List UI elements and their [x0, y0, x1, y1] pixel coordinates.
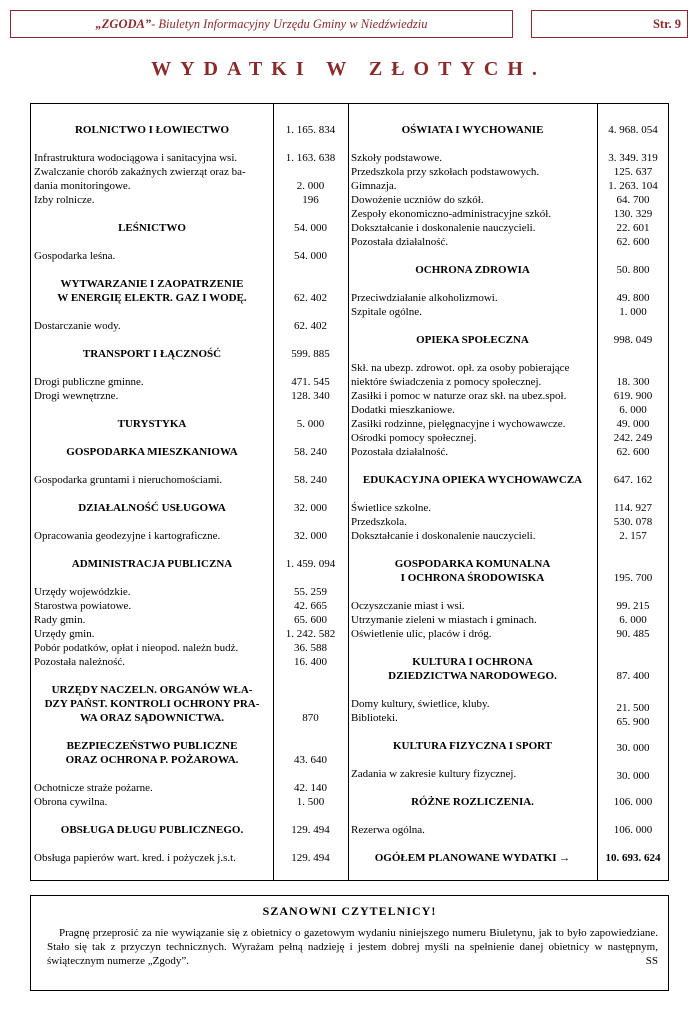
section-title: ROLNICTWO I ŁOWIECTWO: [74, 124, 230, 136]
line-item: Dokształcanie i doskonalenie nauczycieli.: [351, 222, 536, 234]
notice-text: Pragnę przeprosić za nie wywiązanie się z obietnicy o gazetowym wydaniu niniejszego numeru Biuletynu, jak to było zapowiedziane. Stało się tak z przyczyn technicznych. Wyrażam pełną nadzieję i jestem dobrej myśli na spełnienie danej obietnicy w następnym, świątecznym numerze „Zgody”.: [47, 927, 658, 967]
line-amount: 22. 601: [616, 222, 650, 234]
section-title: BEZPIECZEŃSTWO PUBLICZNE: [66, 740, 238, 752]
line-item: Rady gmin.: [34, 614, 86, 626]
section-title: I OCHRONA ŚRODOWISKA: [400, 572, 545, 584]
line-item: Pozostała działalność.: [351, 446, 449, 458]
section-title: URZĘDY NACZELN. ORGANÓW WŁA-: [51, 684, 253, 696]
notice-title: SZANOWNI CZYTELNICY!: [262, 904, 437, 918]
line-item: Izby rolnicze.: [34, 194, 95, 206]
line-item: Infrastruktura wodociągowa i sanitacyjna wsi.: [34, 152, 238, 164]
line-item: Przeciwdziałanie alkoholizmowi.: [351, 292, 498, 304]
line-item: Zadania w zakresie kultury fizycznej.: [351, 768, 517, 780]
line-amount: 471. 545: [291, 376, 330, 388]
line-item: Gospodarka leśna.: [34, 250, 116, 262]
section-title: GOSPODARKA KOMUNALNA: [394, 558, 551, 570]
section-amount: 43. 640: [294, 754, 327, 766]
section-amount: 998. 049: [613, 334, 653, 346]
notice-body: [47, 926, 658, 968]
line-item: Utrzymanie zieleni w miastach i gminach.: [351, 614, 537, 626]
section-amount: 1. 459. 094: [285, 558, 336, 570]
line-item: niektóre świadczenia z pomocy społecznej.: [351, 376, 542, 388]
section-amount: 32. 000: [294, 502, 327, 514]
line-item: Starostwa powiatowe.: [34, 600, 132, 612]
section-amount: 870: [302, 712, 319, 724]
line-item: Oczyszczanie miast i wsi.: [351, 600, 465, 612]
line-amount: 36. 588: [294, 642, 327, 654]
line-amount: 58. 240: [294, 474, 327, 486]
section-amount: 5. 000: [296, 418, 325, 430]
line-amount: 619. 900: [613, 390, 653, 402]
line-item: Rezerwa ogólna.: [351, 824, 425, 836]
line-item: Pozostała działalność.: [351, 236, 449, 248]
line-amount: 2. 157: [619, 530, 647, 542]
line-amount: 1. 500: [296, 796, 325, 808]
line-amount: 65. 600: [294, 614, 327, 626]
section-title: KULTURA I OCHRONA: [412, 656, 533, 668]
section-amount: 129. 494: [291, 824, 330, 836]
line-item: Drogi publiczne gminne.: [34, 376, 144, 388]
section-amount: 647. 162: [613, 474, 653, 486]
line-amount: 49. 000: [616, 418, 650, 430]
section-title: W ENERGIĘ ELEKTR. GAZ I WODĘ.: [57, 292, 247, 304]
line-amount: 49. 800: [616, 292, 650, 304]
line-amount: 1. 242. 582: [285, 628, 336, 640]
line-item: Biblioteki.: [351, 712, 398, 724]
line-item: Świetlice szkolne.: [351, 502, 432, 514]
line-item: Dodatki mieszkaniowe.: [351, 404, 455, 416]
reader-notice: [30, 895, 669, 991]
section-amount: 599. 885: [291, 348, 330, 360]
line-amount: 1. 263. 104: [608, 180, 658, 192]
section-title: GOSPODARKA MIESZKANIOWA: [66, 446, 238, 458]
line-item: Gimnazja.: [351, 180, 397, 192]
line-amount: 99. 215: [616, 600, 650, 612]
line-amount: 16. 400: [294, 656, 327, 668]
line-amount: 130. 329: [613, 208, 653, 220]
line-amount: 42. 665: [294, 600, 327, 612]
section-title: DZY PAŃST. KONTROLI OCHRONY PRA-: [44, 698, 260, 710]
line-item: Urzędy wojewódzkie.: [34, 586, 131, 598]
line-item: Dostarczanie wody.: [34, 320, 121, 332]
section-amount: 4. 968. 054: [608, 124, 658, 136]
line-item: Pobór podatków, opłat i nieopod. należn budż.: [34, 642, 239, 654]
line-item: Ochotnicze straże pożarne.: [34, 782, 153, 794]
bulletin-header: [10, 10, 513, 38]
line-amount: 125. 637: [613, 166, 653, 178]
notice-signature: SS: [645, 955, 658, 967]
line-amount: 65. 900: [616, 716, 650, 728]
section-title: TURYSTYKA: [117, 418, 187, 430]
line-item: Skł. na ubezp. zdrowot. opł. za osoby pobierające: [351, 362, 570, 374]
line-item: Szpitale ogólne.: [351, 306, 422, 318]
section-title: OŚWIATA I WYCHOWANIE: [401, 124, 544, 136]
line-item: Zasiłki rodzinne, pielęgnacyjne i wychowawcze.: [351, 418, 566, 430]
line-amount: 62. 600: [616, 446, 650, 458]
line-amount: 114. 927: [613, 502, 653, 514]
line-amount: 129. 494: [291, 852, 330, 864]
line-amount: 32. 000: [294, 530, 327, 542]
section-title: DZIEDZICTWA NARODOWEGO.: [388, 670, 557, 682]
line-item: Zwalczanie chorób zakaźnych zwierząt oraz ba-: [34, 166, 246, 178]
bulletin-name: „ZGODA”: [95, 16, 152, 31]
line-item: Domy kultury, świetlice, kluby.: [351, 698, 490, 710]
page-number: Str. 9: [531, 10, 688, 38]
section-amount: 58. 240: [294, 446, 327, 458]
section-title: ORAZ OCHRONA P. POŻAROWA.: [65, 754, 239, 766]
section-title: WA ORAZ SĄDOWNICTWA.: [80, 712, 224, 724]
total-label: OGÓŁEM PLANOWANE WYDATKI →: [374, 852, 571, 864]
line-item: Drogi wewnętrzne.: [34, 390, 119, 402]
section-title: WYTWARZANIE I ZAOPATRZENIE: [60, 278, 244, 290]
line-item: Dokształcanie i doskonalenie nauczycieli.: [351, 530, 536, 542]
line-amount: 21. 500: [616, 702, 650, 714]
line-amount: 106. 000: [613, 824, 653, 836]
line-item: Obrona cywilna.: [34, 796, 108, 808]
section-amount: 54. 000: [294, 222, 327, 234]
line-amount: 530. 078: [613, 516, 653, 528]
section-amount: 50. 800: [616, 264, 650, 276]
line-item: Gospodarka gruntami i nieruchomościami.: [34, 474, 223, 486]
line-amount: 55. 259: [294, 586, 327, 598]
column-divider: [348, 104, 349, 880]
section-title: OCHRONA ZDROWIA: [415, 264, 530, 276]
line-amount: 18. 300: [616, 376, 650, 388]
line-amount: 1. 163. 638: [285, 152, 336, 164]
total-amount: 10. 693. 624: [605, 852, 661, 864]
line-item: Oświetlenie ulic, placów i dróg.: [351, 628, 492, 640]
line-amount: 3. 349. 319: [608, 152, 658, 164]
line-amount: 6. 000: [619, 614, 647, 626]
line-amount: 90. 485: [616, 628, 650, 640]
section-title: DZIAŁALNOŚĆ USŁUGOWA: [78, 502, 226, 514]
expenses-table: [30, 103, 669, 881]
line-amount: 242. 249: [613, 432, 653, 444]
section-amount: 87. 400: [616, 670, 650, 682]
line-amount: 6. 000: [619, 404, 647, 416]
section-amount: 195. 700: [613, 572, 653, 584]
section-title: EDUKACYJNA OPIEKA WYCHOWAWCZA: [362, 474, 583, 486]
page-title: WYDATKI W ZŁOTYCH.: [151, 58, 546, 80]
section-amount: 30. 000: [616, 742, 650, 754]
section-amount: 106. 000: [613, 796, 653, 808]
section-title: KULTURA FIZYCZNA I SPORT: [392, 740, 553, 752]
line-item: Pozostała należność.: [34, 656, 126, 668]
section-amount: 62. 402: [294, 292, 327, 304]
line-item: Urzędy gmin.: [34, 628, 95, 640]
line-item: Przedszkola przy szkołach podstawowych.: [351, 166, 540, 178]
section-title: RÓŻNE ROZLICZENIA.: [411, 796, 534, 808]
line-amount: 128. 340: [291, 390, 330, 402]
line-amount: 42. 140: [294, 782, 327, 794]
line-item: Dowożenie uczniów do szkół.: [351, 194, 484, 206]
bulletin-subtitle: - Biuletyn Informacyjny Urzędu Gminy w Niedźwiedziu: [151, 16, 428, 31]
line-item: Przedszkola.: [351, 516, 407, 528]
line-amount: 54. 000: [294, 250, 327, 262]
section-title: OPIEKA SPOŁECZNA: [416, 334, 529, 346]
line-amount: 62. 402: [294, 320, 327, 332]
line-amount: 64. 700: [616, 194, 650, 206]
line-item: Zespoły ekonomiczno-administracyjne szkół.: [351, 208, 552, 220]
line-amount: 62. 600: [616, 236, 650, 248]
line-amount: 196: [302, 194, 319, 206]
line-item: Obsługa papierów wart. kred. i pożyczek j.s.t.: [34, 852, 236, 864]
line-item: Opracowania geodezyjne i kartograficzne.: [34, 530, 221, 542]
line-amount: 30. 000: [616, 770, 650, 782]
line-item: Szkoły podstawowe.: [351, 152, 443, 164]
section-title: TRANSPORT I ŁĄCZNOŚĆ: [82, 348, 222, 360]
line-item: dania monitoringowe.: [34, 180, 131, 192]
section-title: OBSŁUGA DŁUGU PUBLICZNEGO.: [60, 824, 244, 836]
section-title: ADMINISTRACJA PUBLICZNA: [71, 558, 233, 570]
line-amount: 2. 000: [296, 180, 325, 192]
line-item: Ośrodki pomocy społecznej.: [351, 432, 477, 444]
section-title: LEŚNICTWO: [118, 222, 186, 234]
section-amount: 1. 165. 834: [285, 124, 336, 136]
line-amount: 1. 000: [619, 306, 647, 318]
line-item: Zasiłki i pomoc w naturze oraz skł. na ubez.społ.: [351, 390, 567, 402]
